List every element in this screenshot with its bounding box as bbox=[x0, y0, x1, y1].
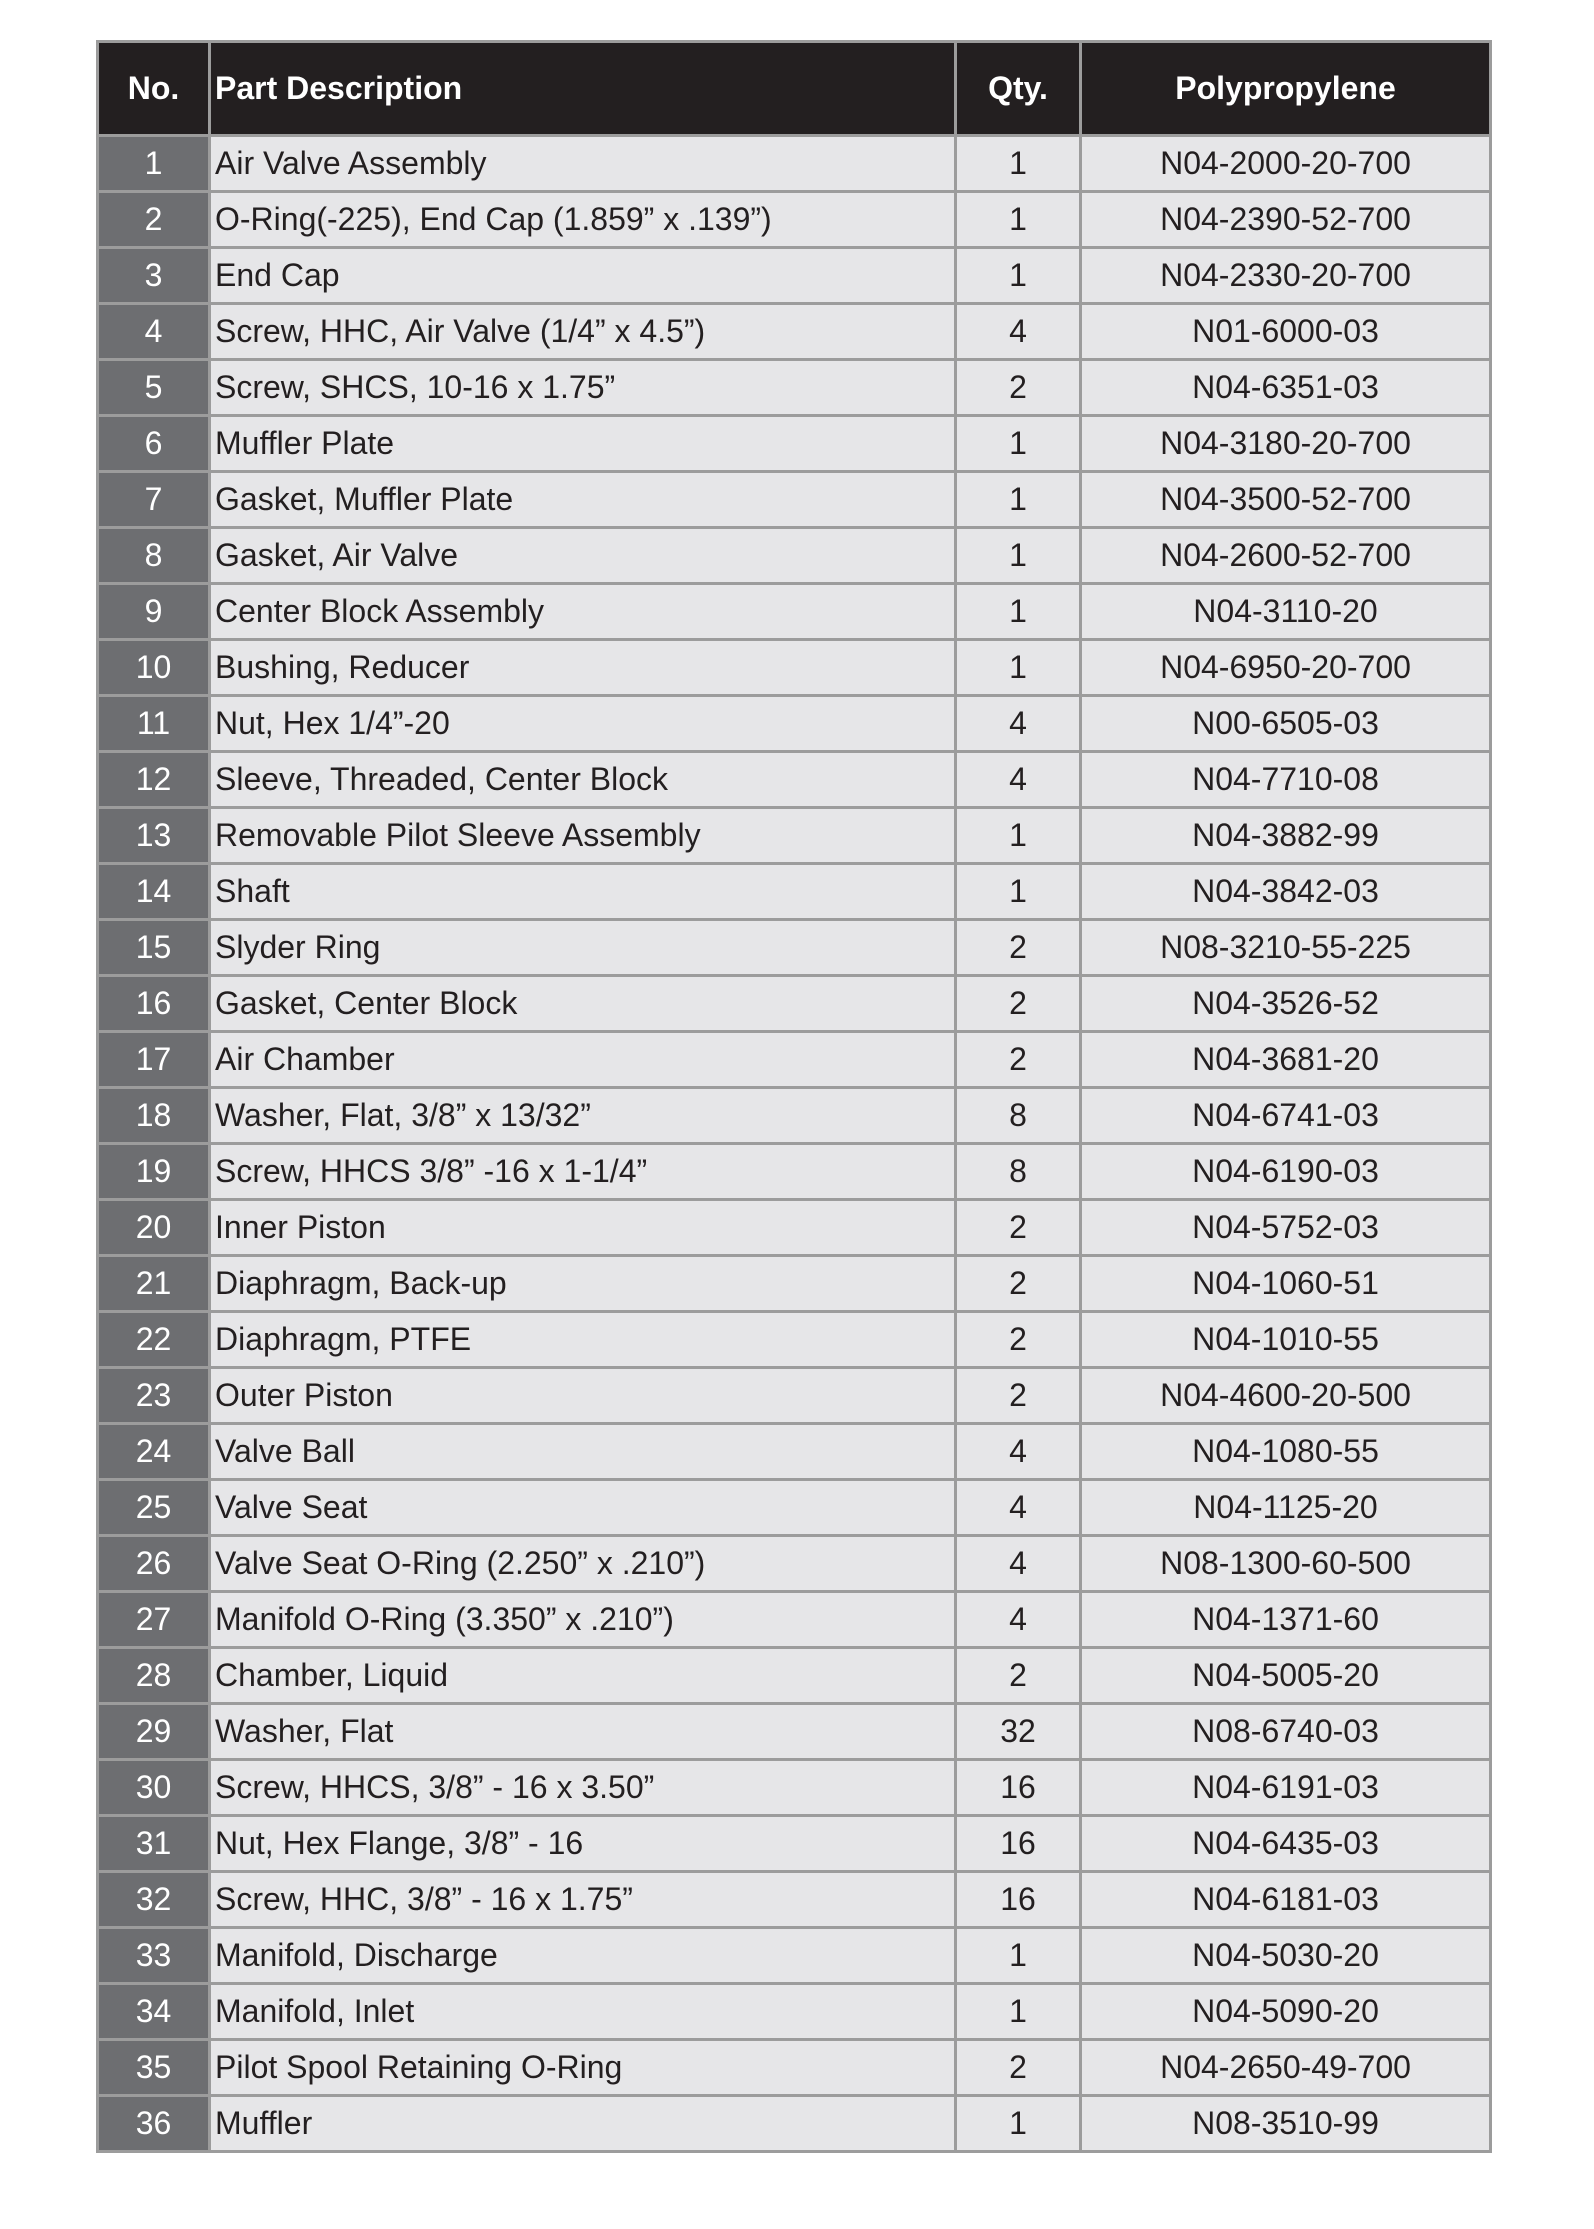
part-number: N04-4600-20-500 bbox=[1081, 1368, 1491, 1424]
table-row bbox=[98, 920, 1491, 976]
part-number: N04-2390-52-700 bbox=[1081, 192, 1491, 248]
item-number: 9 bbox=[98, 584, 210, 640]
item-number: 12 bbox=[98, 752, 210, 808]
part-description: Muffler Plate bbox=[210, 416, 956, 472]
part-number: N04-3180-20-700 bbox=[1081, 416, 1491, 472]
table-row bbox=[98, 640, 1491, 696]
part-number: N00-6505-03 bbox=[1081, 696, 1491, 752]
quantity: 2 bbox=[956, 1256, 1081, 1312]
part-description: Washer, Flat, 3/8” x 13/32” bbox=[210, 1088, 956, 1144]
part-number: N04-6181-03 bbox=[1081, 1872, 1491, 1928]
table-row bbox=[98, 696, 1491, 752]
part-description: Inner Piston bbox=[210, 1200, 956, 1256]
quantity: 1 bbox=[956, 528, 1081, 584]
part-number: N04-5090-20 bbox=[1081, 1984, 1491, 2040]
quantity: 2 bbox=[956, 976, 1081, 1032]
item-number: 4 bbox=[98, 304, 210, 360]
quantity: 4 bbox=[956, 1592, 1081, 1648]
part-description: Bushing, Reducer bbox=[210, 640, 956, 696]
quantity: 1 bbox=[956, 472, 1081, 528]
quantity: 1 bbox=[956, 248, 1081, 304]
quantity: 16 bbox=[956, 1816, 1081, 1872]
table-row bbox=[98, 584, 1491, 640]
header-qty: Qty. bbox=[956, 42, 1081, 136]
part-description: Slyder Ring bbox=[210, 920, 956, 976]
table-row bbox=[98, 2040, 1491, 2096]
item-number: 35 bbox=[98, 2040, 210, 2096]
table-row bbox=[98, 1592, 1491, 1648]
quantity: 4 bbox=[956, 304, 1081, 360]
table-row bbox=[98, 1200, 1491, 1256]
quantity: 1 bbox=[956, 640, 1081, 696]
item-number: 6 bbox=[98, 416, 210, 472]
table-body bbox=[98, 136, 1491, 2152]
quantity: 1 bbox=[956, 136, 1081, 192]
table-row bbox=[98, 416, 1491, 472]
quantity: 2 bbox=[956, 1312, 1081, 1368]
part-description: Gasket, Muffler Plate bbox=[210, 472, 956, 528]
part-description: Nut, Hex 1/4”-20 bbox=[210, 696, 956, 752]
quantity: 8 bbox=[956, 1088, 1081, 1144]
part-number: N04-6190-03 bbox=[1081, 1144, 1491, 1200]
part-number: N04-2000-20-700 bbox=[1081, 136, 1491, 192]
item-number: 18 bbox=[98, 1088, 210, 1144]
part-number: N08-3510-99 bbox=[1081, 2096, 1491, 2152]
table-row bbox=[98, 136, 1491, 192]
part-description: Diaphragm, Back-up bbox=[210, 1256, 956, 1312]
quantity: 16 bbox=[956, 1760, 1081, 1816]
quantity: 4 bbox=[956, 752, 1081, 808]
quantity: 1 bbox=[956, 2096, 1081, 2152]
table-row bbox=[98, 1760, 1491, 1816]
table-header bbox=[98, 42, 1491, 136]
item-number: 11 bbox=[98, 696, 210, 752]
quantity: 4 bbox=[956, 1424, 1081, 1480]
part-description: Diaphragm, PTFE bbox=[210, 1312, 956, 1368]
table-row bbox=[98, 1424, 1491, 1480]
quantity: 1 bbox=[956, 808, 1081, 864]
part-description: Screw, SHCS, 10-16 x 1.75” bbox=[210, 360, 956, 416]
table-row bbox=[98, 1816, 1491, 1872]
quantity: 1 bbox=[956, 584, 1081, 640]
part-description: Screw, HHCS 3/8” -16 x 1-1/4” bbox=[210, 1144, 956, 1200]
part-description: Washer, Flat bbox=[210, 1704, 956, 1760]
part-number: N04-3110-20 bbox=[1081, 584, 1491, 640]
table-row bbox=[98, 1984, 1491, 2040]
table-row bbox=[98, 248, 1491, 304]
item-number: 2 bbox=[98, 192, 210, 248]
part-number: N04-1010-55 bbox=[1081, 1312, 1491, 1368]
table-row bbox=[98, 1256, 1491, 1312]
quantity: 2 bbox=[956, 920, 1081, 976]
part-description: Valve Ball bbox=[210, 1424, 956, 1480]
item-number: 22 bbox=[98, 1312, 210, 1368]
part-number: N04-5005-20 bbox=[1081, 1648, 1491, 1704]
table-row bbox=[98, 528, 1491, 584]
item-number: 20 bbox=[98, 1200, 210, 1256]
table-row bbox=[98, 752, 1491, 808]
part-number: N04-5752-03 bbox=[1081, 1200, 1491, 1256]
item-number: 24 bbox=[98, 1424, 210, 1480]
table-row bbox=[98, 1704, 1491, 1760]
table-row bbox=[98, 1928, 1491, 1984]
table-row bbox=[98, 1032, 1491, 1088]
item-number: 30 bbox=[98, 1760, 210, 1816]
item-number: 21 bbox=[98, 1256, 210, 1312]
part-description: End Cap bbox=[210, 248, 956, 304]
quantity: 1 bbox=[956, 864, 1081, 920]
item-number: 19 bbox=[98, 1144, 210, 1200]
item-number: 23 bbox=[98, 1368, 210, 1424]
part-number: N04-3500-52-700 bbox=[1081, 472, 1491, 528]
quantity: 4 bbox=[956, 1536, 1081, 1592]
item-number: 17 bbox=[98, 1032, 210, 1088]
part-description: Center Block Assembly bbox=[210, 584, 956, 640]
table-row bbox=[98, 304, 1491, 360]
part-number: N04-1080-55 bbox=[1081, 1424, 1491, 1480]
table-row bbox=[98, 1480, 1491, 1536]
header-part-description: Part Description bbox=[210, 42, 956, 136]
part-description: O-Ring(-225), End Cap (1.859” x .139”) bbox=[210, 192, 956, 248]
quantity: 2 bbox=[956, 1032, 1081, 1088]
part-description: Outer Piston bbox=[210, 1368, 956, 1424]
part-number: N04-6351-03 bbox=[1081, 360, 1491, 416]
part-number: N04-1125-20 bbox=[1081, 1480, 1491, 1536]
table-row bbox=[98, 808, 1491, 864]
quantity: 4 bbox=[956, 696, 1081, 752]
part-number: N04-1060-51 bbox=[1081, 1256, 1491, 1312]
table-row bbox=[98, 1872, 1491, 1928]
part-number: N04-2600-52-700 bbox=[1081, 528, 1491, 584]
part-description: Air Valve Assembly bbox=[210, 136, 956, 192]
part-description: Gasket, Center Block bbox=[210, 976, 956, 1032]
part-number: N08-1300-60-500 bbox=[1081, 1536, 1491, 1592]
part-description: Gasket, Air Valve bbox=[210, 528, 956, 584]
quantity: 1 bbox=[956, 1984, 1081, 2040]
table-row bbox=[98, 1368, 1491, 1424]
part-description: Manifold, Inlet bbox=[210, 1984, 956, 2040]
part-number: N04-6950-20-700 bbox=[1081, 640, 1491, 696]
part-description: Shaft bbox=[210, 864, 956, 920]
part-description: Sleeve, Threaded, Center Block bbox=[210, 752, 956, 808]
part-description: Screw, HHC, 3/8” - 16 x 1.75” bbox=[210, 1872, 956, 1928]
item-number: 31 bbox=[98, 1816, 210, 1872]
header-row bbox=[98, 42, 1491, 136]
part-number: N04-3526-52 bbox=[1081, 976, 1491, 1032]
item-number: 33 bbox=[98, 1928, 210, 1984]
parts-table bbox=[96, 40, 1492, 2153]
part-number: N04-6435-03 bbox=[1081, 1816, 1491, 1872]
quantity: 1 bbox=[956, 416, 1081, 472]
part-description: Nut, Hex Flange, 3/8” - 16 bbox=[210, 1816, 956, 1872]
quantity: 2 bbox=[956, 1648, 1081, 1704]
quantity: 32 bbox=[956, 1704, 1081, 1760]
header-no: No. bbox=[98, 42, 210, 136]
header-polypropylene: Polypropylene bbox=[1081, 42, 1491, 136]
item-number: 13 bbox=[98, 808, 210, 864]
quantity: 2 bbox=[956, 1368, 1081, 1424]
item-number: 28 bbox=[98, 1648, 210, 1704]
table-row bbox=[98, 864, 1491, 920]
part-description: Muffler bbox=[210, 2096, 956, 2152]
part-number: N04-7710-08 bbox=[1081, 752, 1491, 808]
quantity: 2 bbox=[956, 360, 1081, 416]
quantity: 16 bbox=[956, 1872, 1081, 1928]
quantity: 8 bbox=[956, 1144, 1081, 1200]
item-number: 7 bbox=[98, 472, 210, 528]
part-description: Pilot Spool Retaining O-Ring bbox=[210, 2040, 956, 2096]
table-row bbox=[98, 1312, 1491, 1368]
part-number: N04-3842-03 bbox=[1081, 864, 1491, 920]
quantity: 2 bbox=[956, 1200, 1081, 1256]
item-number: 5 bbox=[98, 360, 210, 416]
part-number: N08-3210-55-225 bbox=[1081, 920, 1491, 976]
item-number: 26 bbox=[98, 1536, 210, 1592]
part-number: N04-3681-20 bbox=[1081, 1032, 1491, 1088]
table-row bbox=[98, 472, 1491, 528]
part-number: N04-1371-60 bbox=[1081, 1592, 1491, 1648]
item-number: 32 bbox=[98, 1872, 210, 1928]
part-description: Screw, HHCS, 3/8” - 16 x 3.50” bbox=[210, 1760, 956, 1816]
part-number: N04-2330-20-700 bbox=[1081, 248, 1491, 304]
part-number: N04-3882-99 bbox=[1081, 808, 1491, 864]
item-number: 1 bbox=[98, 136, 210, 192]
item-number: 14 bbox=[98, 864, 210, 920]
part-number: N04-6741-03 bbox=[1081, 1088, 1491, 1144]
part-description: Manifold, Discharge bbox=[210, 1928, 956, 1984]
table-row bbox=[98, 1088, 1491, 1144]
quantity: 1 bbox=[956, 192, 1081, 248]
quantity: 1 bbox=[956, 1928, 1081, 1984]
item-number: 10 bbox=[98, 640, 210, 696]
part-number: N04-2650-49-700 bbox=[1081, 2040, 1491, 2096]
table-row bbox=[98, 1144, 1491, 1200]
part-number: N08-6740-03 bbox=[1081, 1704, 1491, 1760]
item-number: 34 bbox=[98, 1984, 210, 2040]
item-number: 25 bbox=[98, 1480, 210, 1536]
item-number: 15 bbox=[98, 920, 210, 976]
table-row bbox=[98, 360, 1491, 416]
table-row bbox=[98, 1648, 1491, 1704]
part-number: N01-6000-03 bbox=[1081, 304, 1491, 360]
item-number: 29 bbox=[98, 1704, 210, 1760]
part-description: Chamber, Liquid bbox=[210, 1648, 956, 1704]
part-description: Screw, HHC, Air Valve (1/4” x 4.5”) bbox=[210, 304, 956, 360]
item-number: 3 bbox=[98, 248, 210, 304]
item-number: 27 bbox=[98, 1592, 210, 1648]
part-number: N04-5030-20 bbox=[1081, 1928, 1491, 1984]
table-row bbox=[98, 192, 1491, 248]
item-number: 36 bbox=[98, 2096, 210, 2152]
table-row bbox=[98, 1536, 1491, 1592]
part-number: N04-6191-03 bbox=[1081, 1760, 1491, 1816]
quantity: 2 bbox=[956, 2040, 1081, 2096]
part-description: Valve Seat bbox=[210, 1480, 956, 1536]
part-description: Air Chamber bbox=[210, 1032, 956, 1088]
part-description: Valve Seat O-Ring (2.250” x .210”) bbox=[210, 1536, 956, 1592]
part-description: Manifold O-Ring (3.350” x .210”) bbox=[210, 1592, 956, 1648]
table-row bbox=[98, 976, 1491, 1032]
item-number: 16 bbox=[98, 976, 210, 1032]
part-description: Removable Pilot Sleeve Assembly bbox=[210, 808, 956, 864]
item-number: 8 bbox=[98, 528, 210, 584]
table-row bbox=[98, 2096, 1491, 2152]
quantity: 4 bbox=[956, 1480, 1081, 1536]
